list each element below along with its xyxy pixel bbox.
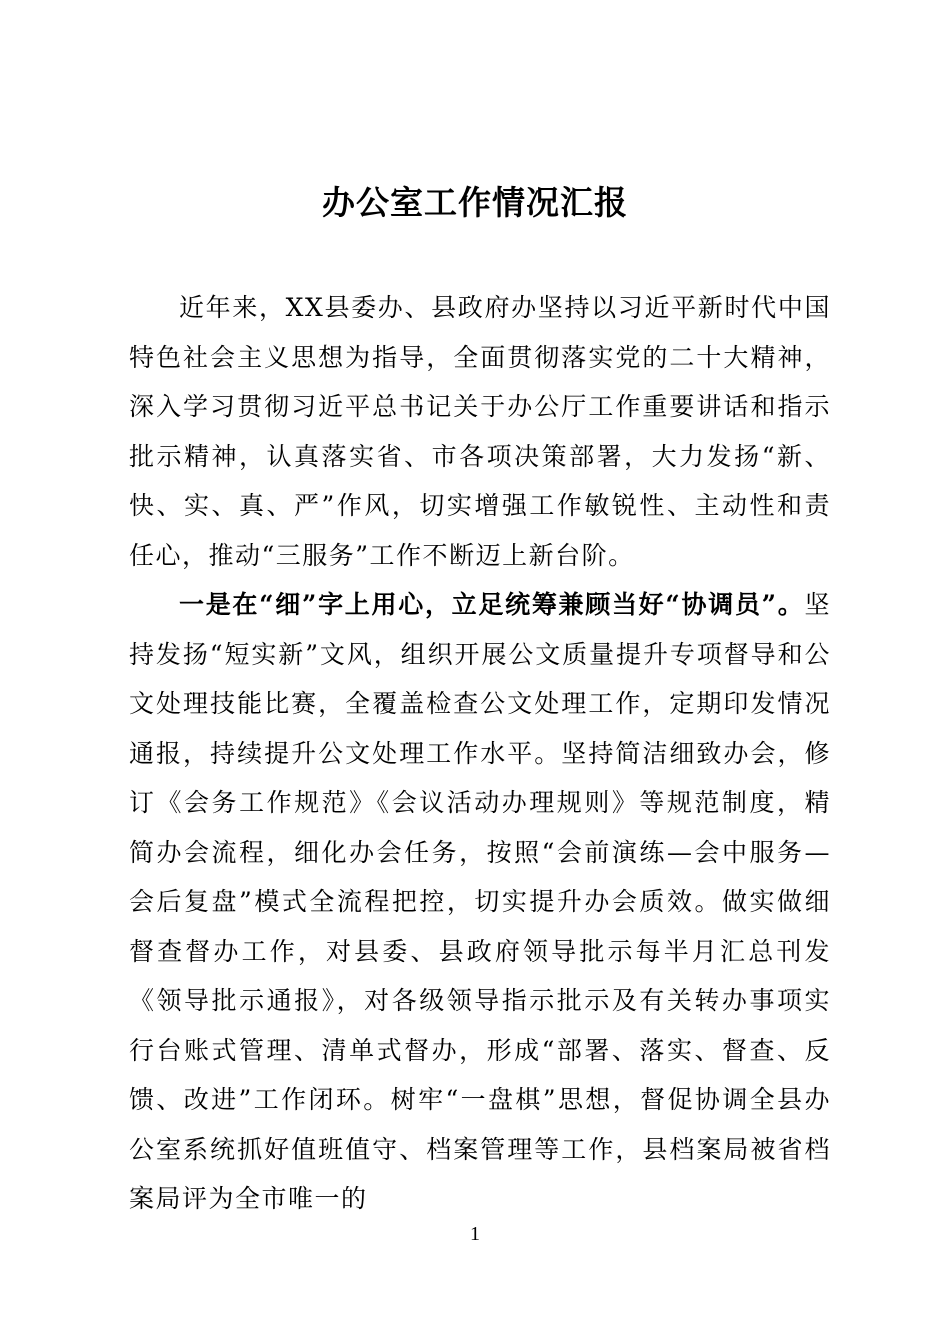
document-title: 办公室工作情况汇报 xyxy=(322,183,628,222)
section-one-text: 坚持发扬“短实新”文风，组织开展公文质量提升专项督导和公文处理技能比赛，全覆盖检查公文处理工作，定期印发情况通报，持续提升公文处理工作水平。坚持简洁细致办会，修订《会务工作规范》《会议活动办理规则》等规范制度，精简办会流程，细化办会任务，按照“会前演练—会中服务—会后复盘”模式全流程把控，切实提升办会质效。做实做细督查督办工作，对县委、县政府领导批示每半月汇总刊发《领导批示通报》，对各级领导指示批示及有关转办事项实行台账式管理、清单式督办，形成“部署、落实、督查、反馈、改进”工作闭环。树牢“一盘棋”思想，督促协调全县办公室系统抓好值班值守、档案管理等工作，县档案局被省档案局评为全市唯一的 xyxy=(129,590,831,1213)
document-body xyxy=(129,283,831,1224)
section-one-heading: 一是在“细”字上用心，立足统筹兼顾当好“协调员”。 xyxy=(179,590,805,619)
intro-paragraph: 近年来，XX县委办、县政府办坚持以习近平新时代中国特色社会主义思想为指导，全面贯彻落实党的二十大精神，深入学习贯彻习近平总书记关于办公厅工作重要讲话和指示批示精神，认真落实省、市各项决策部署，大力发扬“新、快、实、真、严”作风，切实增强工作敏锐性、主动性和责任心，推动“三服务”工作不断迈上新台阶。 xyxy=(129,293,831,570)
section-one-paragraph xyxy=(129,580,831,1224)
page-number: 1 xyxy=(470,1223,480,1245)
